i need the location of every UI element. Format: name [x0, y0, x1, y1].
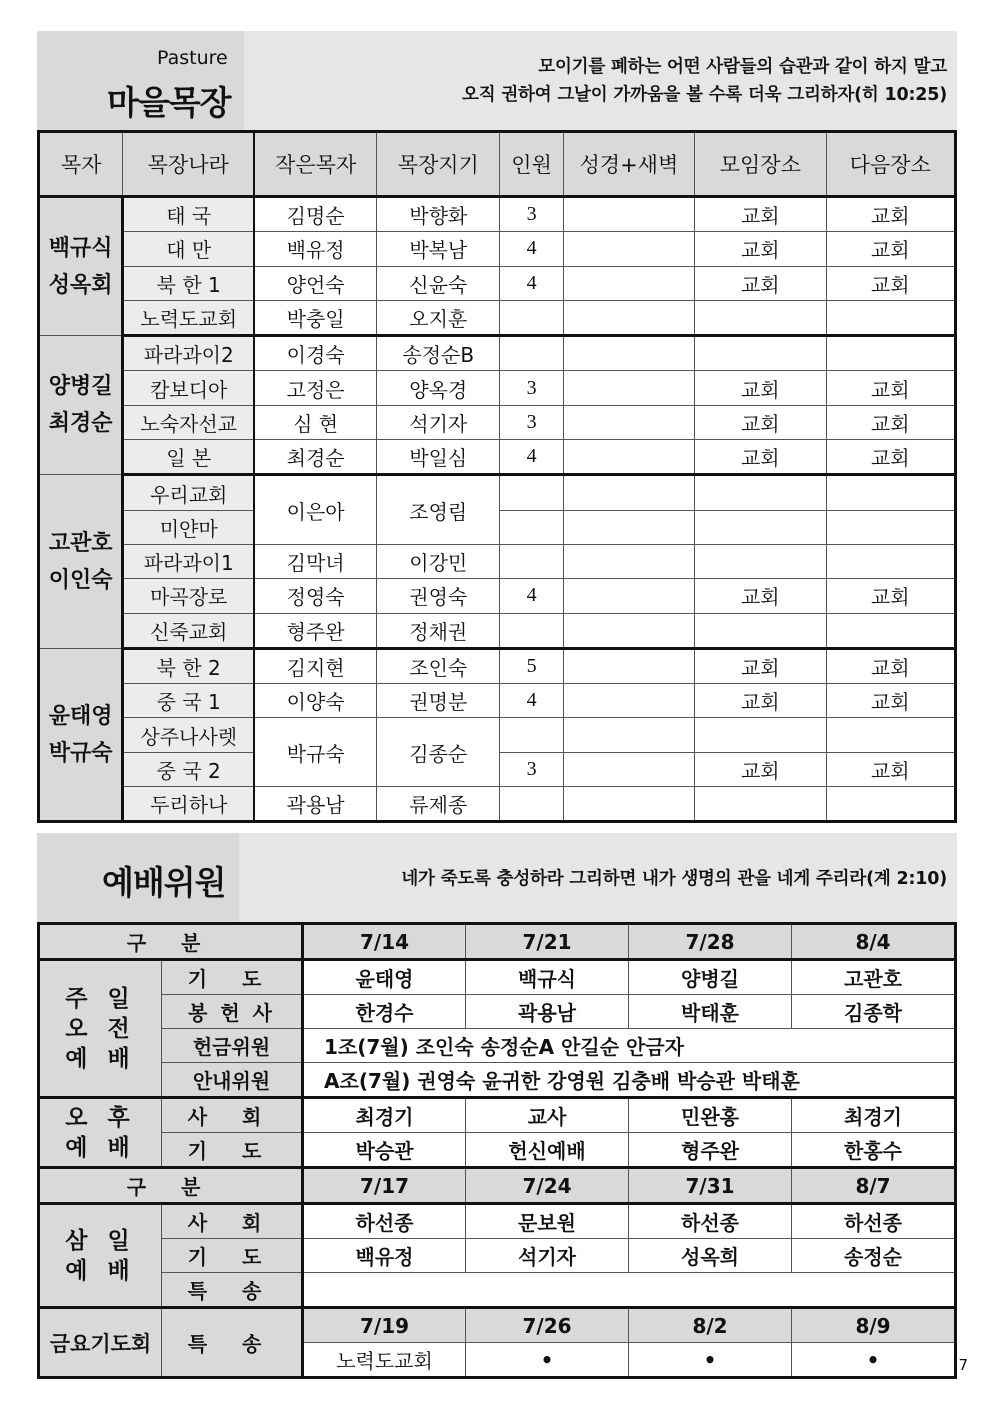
date-cell: 8/4 [792, 924, 956, 960]
offering-cell: 김종학 [792, 995, 956, 1029]
next-place-cell [826, 613, 955, 648]
date-cell: 8/2 [629, 1308, 792, 1343]
count-cell: 3 [500, 752, 563, 786]
place-cell: 교회 [695, 371, 826, 405]
table-row [39, 718, 956, 752]
place-cell [695, 300, 826, 335]
table-row [39, 787, 956, 822]
place-cell: 교회 [695, 405, 826, 439]
place-cell: 교회 [695, 579, 826, 613]
keeper-cell: 신윤숙 [377, 266, 500, 300]
row-label: 사 회 [162, 1204, 303, 1239]
keeper-cell: 김종순 [377, 718, 500, 787]
date-cell: 7/26 [466, 1308, 629, 1343]
table-row [39, 440, 956, 475]
date-cell: 7/19 [303, 1308, 466, 1343]
col-header: 성경+새벽 [563, 132, 694, 197]
count-cell: 3 [500, 371, 563, 405]
pm-host-cell: 최경기 [303, 1098, 466, 1133]
bible-cell [563, 300, 694, 335]
row-label: 헌금위원 [162, 1029, 303, 1063]
wed-host-cell: 하선종 [629, 1204, 792, 1239]
col-header: 다음장소 [826, 132, 955, 197]
nara-cell: 파라과이1 [123, 544, 254, 578]
table-row [39, 1273, 956, 1308]
next-place-cell: 교회 [826, 371, 955, 405]
bible-cell [563, 405, 694, 439]
place-cell: 교회 [695, 648, 826, 683]
next-place-cell: 교회 [826, 266, 955, 300]
table-row [39, 475, 956, 510]
prayer-cell: 백규식 [466, 960, 629, 995]
nara-cell: 북 한 1 [123, 266, 254, 300]
bible-cell [563, 232, 694, 266]
bible-cell [563, 336, 694, 371]
col-header: 작은목자 [254, 132, 376, 197]
fri-special-cell: • [466, 1343, 629, 1378]
date-header-row [39, 924, 956, 960]
nara-cell: 신죽교회 [123, 613, 254, 648]
wed-prayer-cell: 석기자 [466, 1239, 629, 1273]
next-place-cell [826, 544, 955, 578]
group-leader: 고관호 이인숙 [39, 475, 123, 648]
nara-cell: 상주나사렛 [123, 718, 254, 752]
table-row [39, 232, 956, 266]
nara-cell: 태 국 [123, 197, 254, 232]
wed-host-cell: 하선종 [792, 1204, 956, 1239]
table-row [39, 995, 956, 1029]
place-cell: 교회 [695, 752, 826, 786]
fri-special-cell: • [792, 1343, 956, 1378]
keeper-cell: 류제종 [377, 787, 500, 822]
pasture-header [37, 31, 957, 130]
wed-host-cell: 문보원 [466, 1204, 629, 1239]
nara-cell: 일 본 [123, 440, 254, 475]
bible-cell [563, 197, 694, 232]
gubun-label: 구 분 [39, 1168, 303, 1204]
bible-cell [563, 544, 694, 578]
bible-cell [563, 787, 694, 822]
worship-title: 예배위원 [102, 863, 226, 902]
next-place-cell: 교회 [826, 197, 955, 232]
row-label: 특 송 [162, 1308, 303, 1378]
table-row [39, 1133, 956, 1168]
verse-line-1: 모이기를 폐하는 어떤 사람들의 습관과 같이 하지 말고 [538, 57, 947, 77]
keeper-cell: 이강민 [377, 544, 500, 578]
table-row [39, 1239, 956, 1273]
row-label: 기 도 [162, 960, 303, 995]
table-row [39, 613, 956, 648]
usher-committee: A조(7월) 권영숙 윤귀한 강영원 김충배 박승관 박태훈 [303, 1063, 956, 1098]
date-cell: 7/17 [303, 1168, 466, 1204]
next-place-cell [826, 510, 955, 544]
page-number: 7 [958, 1356, 968, 1374]
table-row [39, 336, 956, 371]
worship-header [37, 833, 957, 922]
count-cell [500, 718, 563, 752]
date-cell: 8/7 [792, 1168, 956, 1204]
next-place-cell [826, 787, 955, 822]
sunday-pm-label: 오 후 예 배 [39, 1098, 162, 1168]
count-cell [500, 613, 563, 648]
group-leader: 백규식 성옥회 [39, 197, 123, 336]
bible-cell [563, 613, 694, 648]
nara-cell: 대 만 [123, 232, 254, 266]
bible-cell [563, 718, 694, 752]
pasture-header-row [39, 132, 956, 197]
place-cell [695, 336, 826, 371]
count-cell [500, 544, 563, 578]
next-place-cell: 교회 [826, 752, 955, 786]
date-cell: 8/9 [792, 1308, 956, 1343]
small-shepherd-cell: 양언숙 [254, 266, 376, 300]
count-cell: 4 [500, 232, 563, 266]
table-row [39, 371, 956, 405]
small-shepherd-cell: 이경숙 [254, 336, 376, 371]
bible-cell [563, 266, 694, 300]
pm-host-cell: 교사 [466, 1098, 629, 1133]
pm-prayer-cell: 박승관 [303, 1133, 466, 1168]
date-cell: 7/24 [466, 1168, 629, 1204]
table-row [39, 544, 956, 578]
group-leader: 윤태영 박규숙 [39, 648, 123, 821]
col-header: 목자 [39, 132, 123, 197]
table-row [39, 1029, 956, 1063]
bible-cell [563, 752, 694, 786]
gubun-label: 구 분 [39, 924, 303, 960]
keeper-cell: 정채권 [377, 613, 500, 648]
row-label: 기 도 [162, 1133, 303, 1168]
table-row [39, 1063, 956, 1098]
offering-cell: 박태훈 [629, 995, 792, 1029]
keeper-cell: 권명분 [377, 684, 500, 718]
count-cell [500, 787, 563, 822]
small-shepherd-cell: 박규숙 [254, 718, 376, 787]
bible-cell [563, 440, 694, 475]
count-cell: 4 [500, 266, 563, 300]
keeper-cell: 박일심 [377, 440, 500, 475]
pm-prayer-cell: 헌신예배 [466, 1133, 629, 1168]
count-cell: 4 [500, 579, 563, 613]
small-shepherd-cell: 심 현 [254, 405, 376, 439]
keeper-cell: 박향화 [377, 197, 500, 232]
place-cell: 교회 [695, 440, 826, 475]
small-shepherd-cell: 박충일 [254, 300, 376, 335]
prayer-cell: 윤태영 [303, 960, 466, 995]
pm-host-cell: 민완홍 [629, 1098, 792, 1133]
col-header: 모임장소 [695, 132, 826, 197]
keeper-cell: 박복남 [377, 232, 500, 266]
next-place-cell: 교회 [826, 440, 955, 475]
row-label: 안내위원 [162, 1063, 303, 1098]
small-shepherd-cell: 형주완 [254, 613, 376, 648]
count-cell: 3 [500, 197, 563, 232]
table-row [39, 1308, 956, 1343]
date-cell: 7/21 [466, 924, 629, 960]
count-cell: 4 [500, 440, 563, 475]
count-cell: 5 [500, 648, 563, 683]
nara-cell: 북 한 2 [123, 648, 254, 683]
bible-cell [563, 475, 694, 510]
table-row [39, 1204, 956, 1239]
place-cell [695, 787, 826, 822]
worship-verse: 네가 죽도록 충성하라 그리하면 내가 생명의 관을 네게 주리라(계 2:10) [401, 869, 947, 889]
count-cell [500, 475, 563, 510]
wed-prayer-cell: 송정순 [792, 1239, 956, 1273]
sunday-am-label: 주 일 오 전 예 배 [39, 960, 162, 1098]
group-leader: 양병길 최경순 [39, 336, 123, 475]
next-place-cell [826, 336, 955, 371]
place-cell [695, 544, 826, 578]
bible-cell [563, 371, 694, 405]
worship-table [37, 922, 957, 1379]
bible-cell [563, 684, 694, 718]
offering-cell: 한경수 [303, 995, 466, 1029]
place-cell [695, 718, 826, 752]
nara-cell: 노력도교회 [123, 300, 254, 335]
nara-cell: 중 국 1 [123, 684, 254, 718]
count-cell [500, 336, 563, 371]
pasture-verse [462, 53, 947, 109]
wed-prayer-cell: 백유정 [303, 1239, 466, 1273]
next-place-cell: 교회 [826, 232, 955, 266]
bible-cell [563, 648, 694, 683]
table-row [39, 197, 956, 232]
table-row [39, 266, 956, 300]
count-cell: 3 [500, 405, 563, 439]
keeper-cell: 석기자 [377, 405, 500, 439]
table-row [39, 648, 956, 683]
date-header-row [39, 1168, 956, 1204]
small-shepherd-cell: 최경순 [254, 440, 376, 475]
pm-prayer-cell: 한홍수 [792, 1133, 956, 1168]
small-shepherd-cell: 고정은 [254, 371, 376, 405]
row-label: 기 도 [162, 1239, 303, 1273]
wed-special-cell [303, 1273, 956, 1308]
next-place-cell [826, 718, 955, 752]
next-place-cell [826, 475, 955, 510]
col-header: 목장나라 [123, 132, 254, 197]
next-place-cell: 교회 [826, 648, 955, 683]
place-cell: 교회 [695, 197, 826, 232]
prayer-cell: 고관호 [792, 960, 956, 995]
col-header: 인원 [500, 132, 563, 197]
small-shepherd-cell: 곽용남 [254, 787, 376, 822]
pm-host-cell: 최경기 [792, 1098, 956, 1133]
small-shepherd-cell: 백유정 [254, 232, 376, 266]
keeper-cell: 권영숙 [377, 579, 500, 613]
row-label: 사 회 [162, 1098, 303, 1133]
date-cell: 7/31 [629, 1168, 792, 1204]
row-label: 봉 헌 사 [162, 995, 303, 1029]
keeper-cell: 조인숙 [377, 648, 500, 683]
pasture-table [37, 130, 957, 823]
nara-cell: 미얀마 [123, 510, 254, 544]
place-cell: 교회 [695, 266, 826, 300]
table-row [39, 684, 956, 718]
place-cell [695, 475, 826, 510]
row-label: 특 송 [162, 1273, 303, 1308]
table-row [39, 960, 956, 995]
col-header: 목장지기 [377, 132, 500, 197]
table-row [39, 405, 956, 439]
place-cell [695, 510, 826, 544]
date-cell: 7/14 [303, 924, 466, 960]
next-place-cell [826, 300, 955, 335]
nara-cell: 마곡장로 [123, 579, 254, 613]
count-cell [500, 300, 563, 335]
place-cell [695, 613, 826, 648]
next-place-cell: 교회 [826, 684, 955, 718]
place-cell: 교회 [695, 684, 826, 718]
small-shepherd-cell: 김지현 [254, 648, 376, 683]
wed-host-cell: 하선종 [303, 1204, 466, 1239]
keeper-cell: 송정순B [377, 336, 500, 371]
next-place-cell: 교회 [826, 579, 955, 613]
keeper-cell: 오지훈 [377, 300, 500, 335]
nara-cell: 노숙자선교 [123, 405, 254, 439]
offering-cell: 곽용남 [466, 995, 629, 1029]
table-row [39, 300, 956, 335]
wednesday-label: 삼 일 예 배 [39, 1204, 162, 1308]
money-committee: 1조(7월) 조인숙 송정순A 안길순 안금자 [303, 1029, 956, 1063]
friday-label: 금요기도회 [39, 1308, 162, 1378]
table-row [39, 1098, 956, 1133]
nara-cell: 두리하나 [123, 787, 254, 822]
verse-line-2: 오직 권하여 그날이 가까움을 볼 수록 더욱 그리하자(히 10:25) [462, 85, 947, 105]
nara-cell: 중 국 2 [123, 752, 254, 786]
wed-prayer-cell: 성옥희 [629, 1239, 792, 1273]
count-cell: 4 [500, 684, 563, 718]
pm-prayer-cell: 형주완 [629, 1133, 792, 1168]
small-shepherd-cell: 김명순 [254, 197, 376, 232]
keeper-cell: 양옥경 [377, 371, 500, 405]
small-shepherd-cell: 김막녀 [254, 544, 376, 578]
small-shepherd-cell: 이은아 [254, 475, 376, 545]
table-row [39, 579, 956, 613]
pasture-label: Pasture [157, 47, 228, 69]
place-cell: 교회 [695, 232, 826, 266]
fri-special-cell: • [629, 1343, 792, 1378]
pasture-title: 마을목장 [107, 83, 231, 122]
bible-cell [563, 510, 694, 544]
nara-cell: 우리교회 [123, 475, 254, 510]
next-place-cell: 교회 [826, 405, 955, 439]
fri-special-cell: 노력도교회 [303, 1343, 466, 1378]
small-shepherd-cell: 이양숙 [254, 684, 376, 718]
bible-cell [563, 579, 694, 613]
prayer-cell: 양병길 [629, 960, 792, 995]
keeper-cell: 조영림 [377, 475, 500, 545]
nara-cell: 파라과이2 [123, 336, 254, 371]
date-cell: 7/28 [629, 924, 792, 960]
nara-cell: 캄보디아 [123, 371, 254, 405]
small-shepherd-cell: 정영숙 [254, 579, 376, 613]
count-cell [500, 510, 563, 544]
